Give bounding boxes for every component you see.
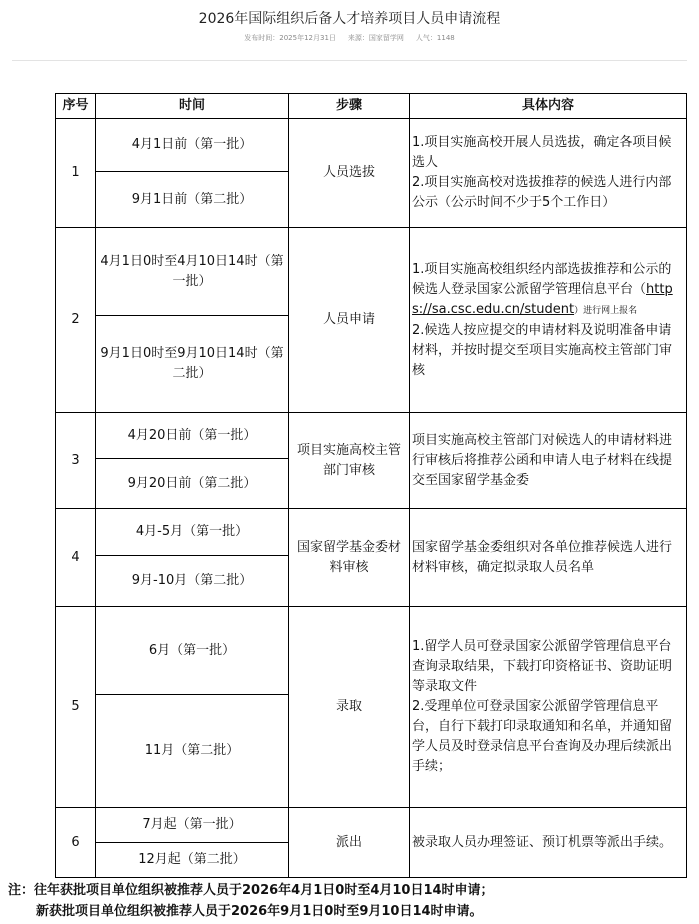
col-header-step: 步骤 — [289, 94, 410, 119]
row-content — [410, 413, 687, 509]
row-time-first: 4月1日前（第一批） — [96, 119, 289, 172]
row-time-second: 9月-10月（第二批） — [96, 556, 289, 607]
row-time-second: 9月20日前（第二批） — [96, 459, 289, 509]
content-item: 被录取人员办理签证、预订机票等派出手续。 — [412, 834, 673, 850]
content-item: 2.项目实施高校对选拔推荐的候选人进行内部公示（公示时间不少于5个工作日） — [412, 175, 672, 210]
row-seq: 1 — [56, 119, 96, 228]
col-header-seq: 序号 — [56, 94, 96, 119]
row-time-first: 4月1日0时至4月10日14时（第一批） — [96, 228, 289, 316]
content-item: 国家留学基金委组织对各单位推荐候选人进行材料审核，确定拟录取人员名单 — [412, 539, 673, 575]
row-step: 项目实施高校主管部门审核 — [289, 413, 410, 509]
row-step: 录取 — [289, 607, 410, 808]
view-count: 人气：1148 — [415, 34, 455, 42]
content-item: 1.项目实施高校组织经内部选拔推荐和公示的候选人登录国家公派留学管理信息平台（https://sa.csc.edu.cn/student）进行网上报名 — [412, 261, 673, 317]
content-item: 项目实施高校主管部门对候选人的申请材料进行审核后将推荐公函和申请人电子材料在线提交至国家留学基金委 — [412, 432, 673, 488]
row-time-second: 9月1日前（第二批） — [96, 172, 289, 228]
table-header-row — [56, 94, 687, 119]
row-seq: 3 — [56, 413, 96, 509]
row-seq: 2 — [56, 228, 96, 413]
source: 来源：国家留学网 — [347, 34, 404, 42]
table-row — [56, 808, 687, 843]
row-time-first: 4月20日前（第一批） — [96, 413, 289, 459]
col-header-time: 时间 — [96, 94, 289, 119]
content-item: 1.项目实施高校开展人员选拔，确定各项目候选人 — [412, 135, 672, 170]
row-time-first: 6月（第一批） — [96, 607, 289, 695]
row-content — [410, 228, 687, 413]
row-step: 派出 — [289, 808, 410, 878]
publish-time: 发布时间：2025年12月31日 — [244, 34, 336, 42]
row-seq: 4 — [56, 509, 96, 607]
platform-link[interactable]: https://sa.csc.edu.cn/student — [412, 281, 673, 317]
content-item: 2.候选人按应提交的申请材料及说明准备申请材料，并按时提交至项目实施高校主管部门审核 — [412, 322, 673, 378]
content-item: 2.受理单位可登录国家公派留学管理信息平台，自行下载打印录取通知和名单，并通知留学人员及时登录信息平台查询及办理后续派出手续； — [412, 699, 673, 774]
row-content — [410, 509, 687, 607]
footnote-line: 新获批项目单位组织被推荐人员于2026年9月1日0时至9月10日14时申请。 — [36, 904, 483, 919]
table-row — [56, 509, 687, 556]
col-header-content: 具体内容 — [410, 94, 687, 119]
row-step: 国家留学基金委材料审核 — [289, 509, 410, 607]
page-title: 2026年国际组织后备人才培养项目人员申请流程 — [198, 11, 501, 27]
row-content — [410, 808, 687, 878]
process-table — [55, 93, 687, 878]
article-meta — [0, 33, 699, 43]
row-content — [410, 607, 687, 808]
row-step: 人员选拔 — [289, 119, 410, 228]
footnote — [8, 880, 698, 922]
row-seq: 5 — [56, 607, 96, 808]
table-row — [56, 607, 687, 695]
table-row — [56, 119, 687, 172]
row-seq: 6 — [56, 808, 96, 878]
row-time-second: 12月起（第二批） — [96, 843, 289, 878]
table-row — [56, 228, 687, 316]
header-divider — [12, 60, 687, 61]
row-time-first: 4月-5月（第一批） — [96, 509, 289, 556]
row-time-second: 9月1日0时至9月10日14时（第二批） — [96, 316, 289, 413]
table-row — [56, 413, 687, 459]
row-time-first: 7月起（第一批） — [96, 808, 289, 843]
content-item: 1.留学人员可登录国家公派留学管理信息平台查询录取结果，下载打印资格证书、资助证明等录取文件 — [412, 639, 673, 694]
row-step: 人员申请 — [289, 228, 410, 413]
footnote-line: 注：往年获批项目单位组织被推荐人员于2026年4月1日0时至4月10日14时申请； — [8, 883, 494, 898]
row-content — [410, 119, 687, 228]
row-time-second: 11月（第二批） — [96, 695, 289, 808]
